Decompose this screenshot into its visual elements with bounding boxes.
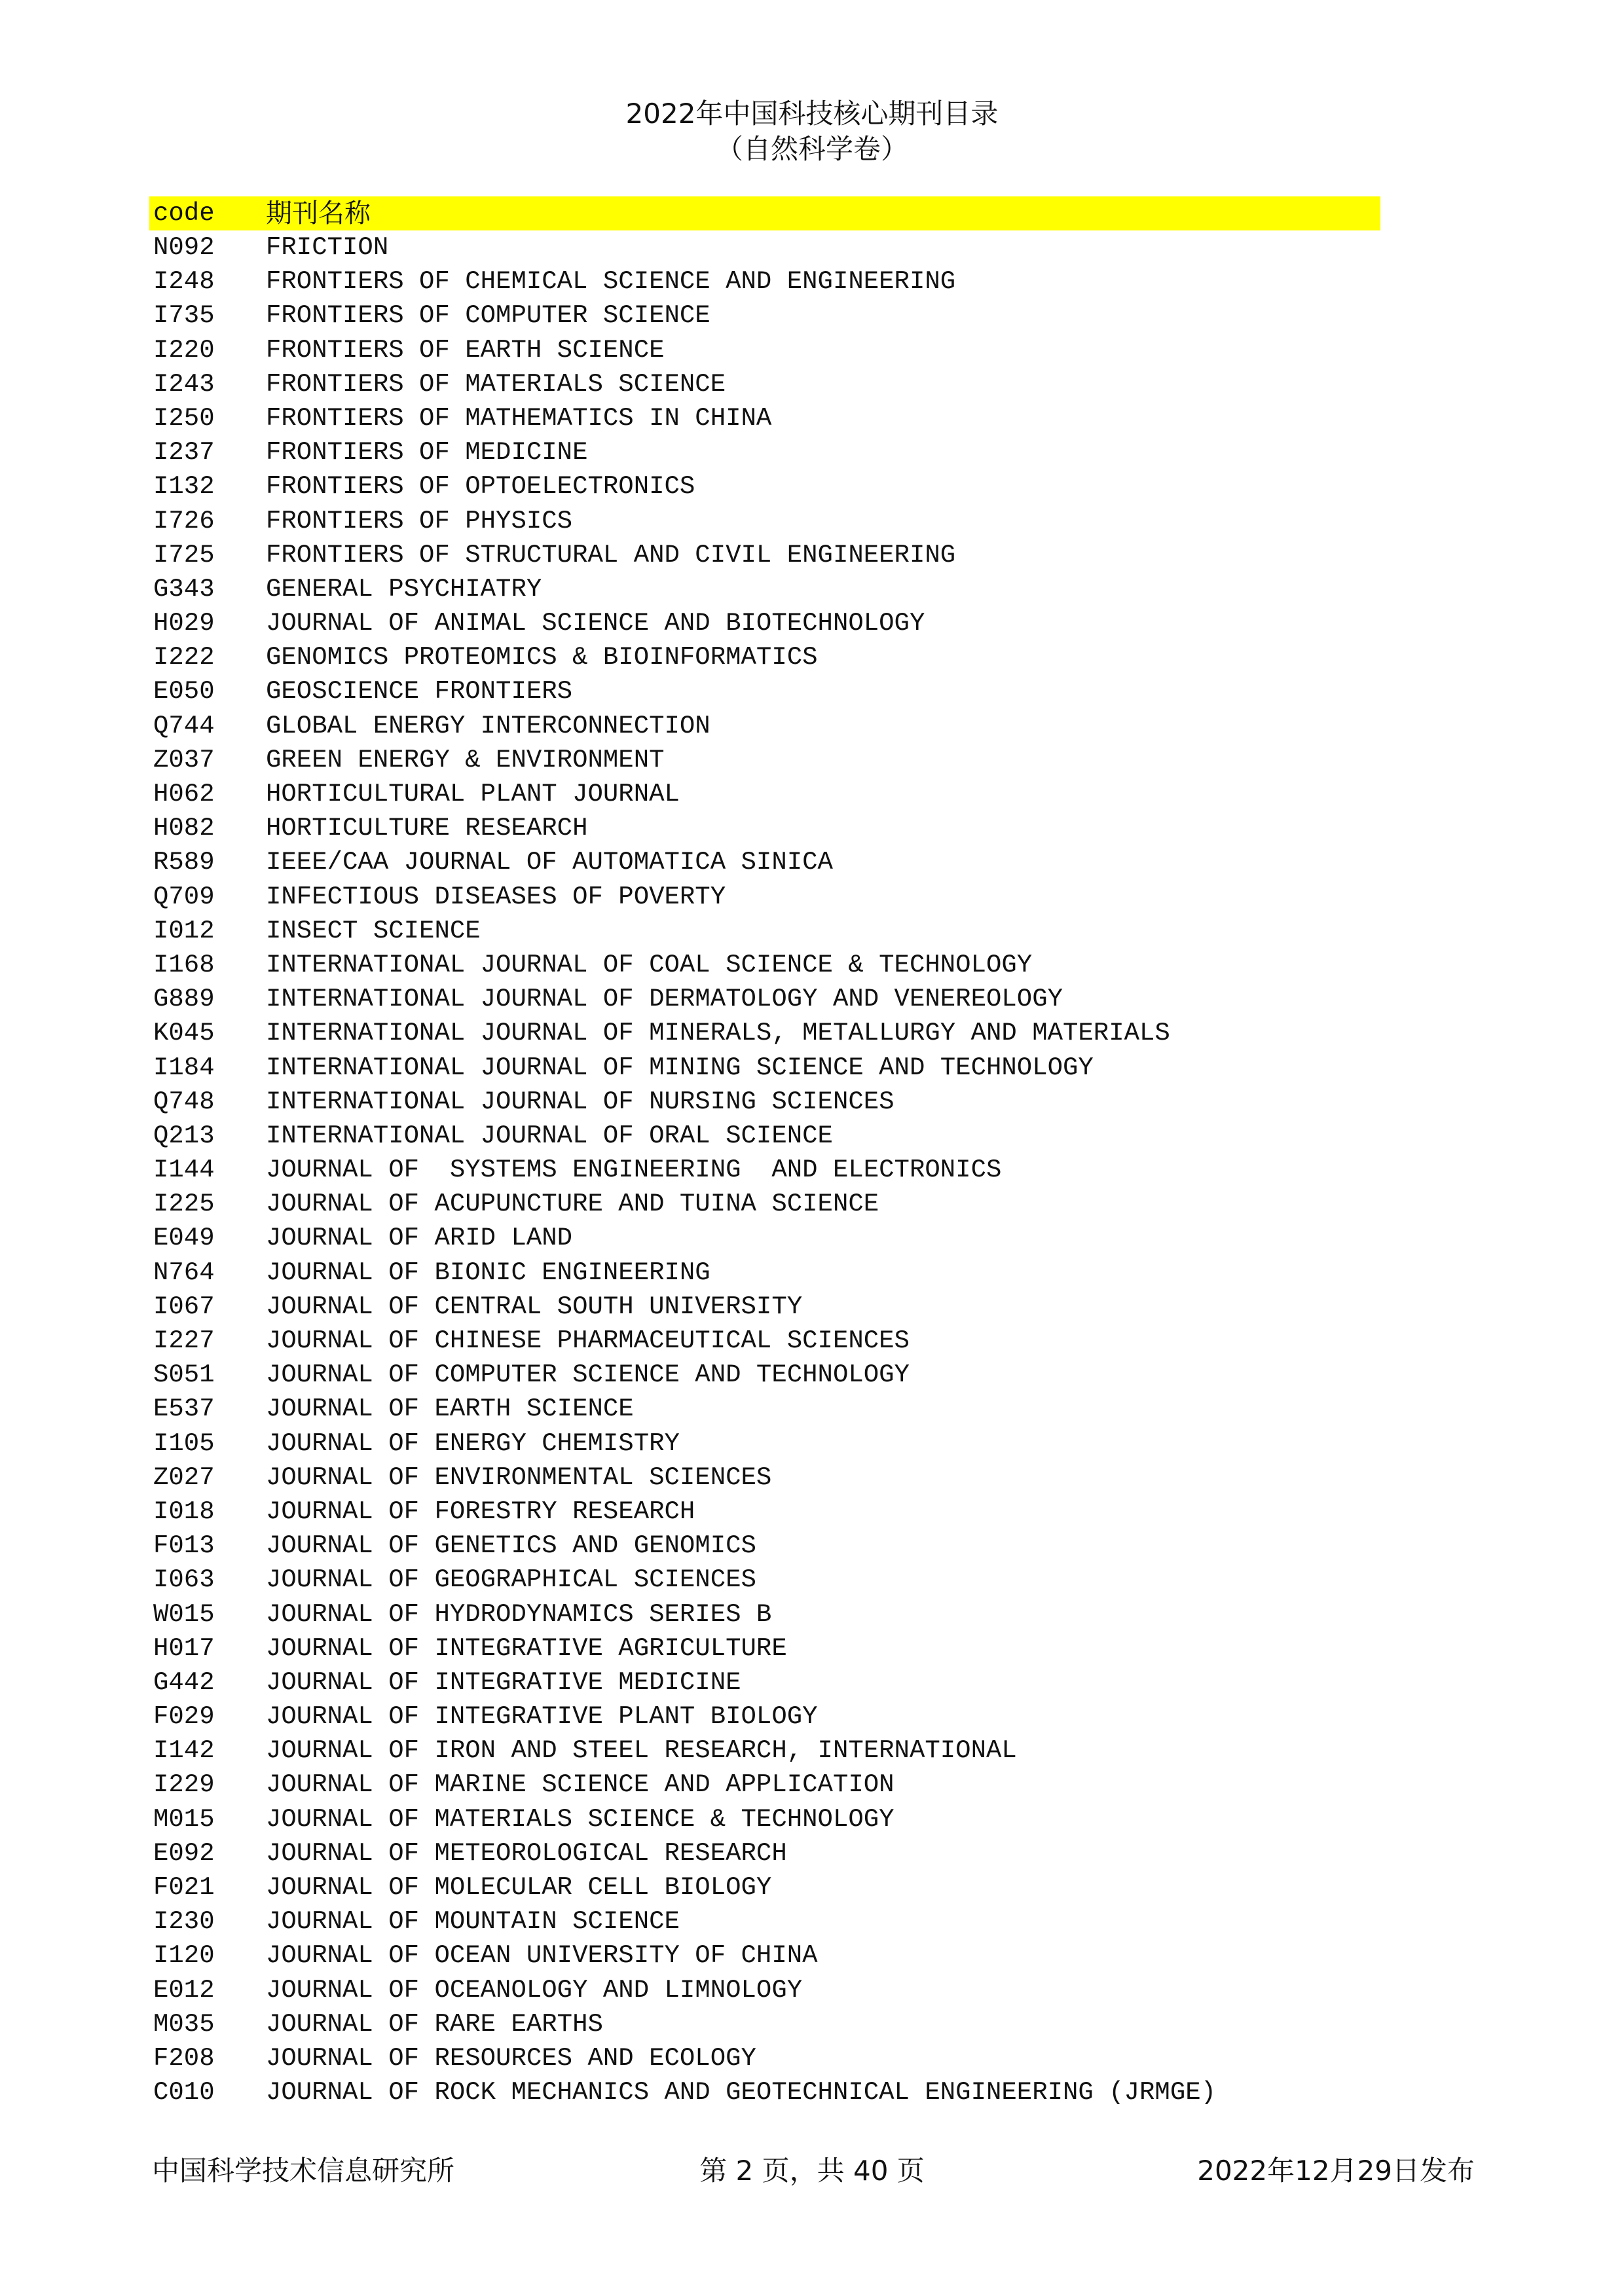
- journal-code: I229: [153, 1770, 215, 1800]
- table-row: [149, 1768, 1380, 1802]
- journal-name: FRONTIERS OF CHEMICAL SCIENCE AND ENGINEERING: [266, 267, 956, 297]
- journal-name: GENERAL PSYCHIATRY: [266, 574, 542, 604]
- journal-name: JOURNAL OF INTEGRATIVE MEDICINE: [266, 1667, 741, 1697]
- journal-code: E012: [153, 1975, 215, 2005]
- journal-name: INTERNATIONAL JOURNAL OF DERMATOLOGY AND VENEREOLOGY: [266, 985, 1063, 1014]
- table-row: [149, 299, 1380, 333]
- journal-code: I726: [153, 506, 215, 536]
- journal-code: E092: [153, 1838, 215, 1868]
- header-name: 期刊名称: [266, 198, 371, 228]
- table-body: [149, 230, 1380, 2109]
- table-row: [149, 1256, 1380, 1290]
- journal-code: Q748: [153, 1087, 215, 1116]
- journal-name: JOURNAL OF INTEGRATIVE AGRICULTURE: [266, 1633, 787, 1663]
- journal-name: INTERNATIONAL JOURNAL OF ORAL SCIENCE: [266, 1121, 833, 1150]
- journal-name: GENOMICS PROTEOMICS & BIOINFORMATICS: [266, 643, 818, 672]
- table-row: [149, 880, 1380, 914]
- journal-code: I243: [153, 369, 215, 399]
- journal-name: JOURNAL OF OCEAN UNIVERSITY OF CHINA: [266, 1941, 818, 1971]
- journal-name: FRONTIERS OF EARTH SCIENCE: [266, 335, 665, 365]
- table-row: [149, 777, 1380, 811]
- table-row: [149, 811, 1380, 845]
- table-row: [149, 538, 1380, 572]
- journal-name: JOURNAL OF FORESTRY RESEARCH: [266, 1497, 695, 1526]
- journal-name: FRONTIERS OF STRUCTURAL AND CIVIL ENGINEERING: [266, 540, 956, 570]
- table-row: [149, 1904, 1380, 1939]
- table-row: [149, 1051, 1380, 1085]
- table-row: [149, 948, 1380, 982]
- journal-name: INTERNATIONAL JOURNAL OF NURSING SCIENCES: [266, 1087, 895, 1116]
- journal-name: JOURNAL OF MATERIALS SCIENCE & TECHNOLOGY: [266, 1804, 895, 1834]
- journal-code: F029: [153, 1702, 215, 1732]
- table-row: [149, 1495, 1380, 1529]
- table-row: [149, 914, 1380, 948]
- table-row: [149, 982, 1380, 1016]
- journal-name: FRONTIERS OF MEDICINE: [266, 438, 588, 467]
- footer-publish-date: 2022年12月29日发布: [1197, 2155, 1475, 2187]
- table-row: [149, 1631, 1380, 1666]
- table-row: [149, 1085, 1380, 1119]
- page-subtitle: （自然科学卷）: [715, 133, 908, 165]
- table-row: [149, 743, 1380, 777]
- journal-code: M015: [153, 1804, 215, 1834]
- footer-organization: 中国科学技术信息研究所: [152, 2155, 455, 2187]
- journal-code: I168: [153, 950, 215, 979]
- journal-code: I018: [153, 1497, 215, 1526]
- table-row: [149, 435, 1380, 469]
- journal-name: JOURNAL OF ANIMAL SCIENCE AND BIOTECHNOLOGY: [266, 609, 925, 638]
- header-code: code: [153, 199, 215, 228]
- journal-name: JOURNAL OF MARINE SCIENCE AND APPLICATION: [266, 1770, 895, 1800]
- journal-code: I144: [153, 1156, 215, 1185]
- journal-code: W015: [153, 1599, 215, 1629]
- journal-name: JOURNAL OF EARTH SCIENCE: [266, 1394, 634, 1424]
- table-row: [149, 264, 1380, 299]
- table-row: [149, 1119, 1380, 1153]
- journal-name: INFECTIOUS DISEASES OF POVERTY: [266, 882, 726, 911]
- table-row: [149, 1870, 1380, 1904]
- journal-name: INTERNATIONAL JOURNAL OF MINERALS, METALLURGY AND MATERIALS: [266, 1019, 1170, 1048]
- journal-name: JOURNAL OF OCEANOLOGY AND LIMNOLOGY: [266, 1975, 803, 2005]
- journal-code: Z037: [153, 745, 215, 774]
- journal-name: HORTICULTURE RESEARCH: [266, 814, 588, 843]
- journal-name: JOURNAL OF CHINESE PHARMACEUTICAL SCIENCES: [266, 1326, 910, 1355]
- table-row: [149, 1392, 1380, 1426]
- table-row: [149, 640, 1380, 674]
- journal-name: IEEE/CAA JOURNAL OF AUTOMATICA SINICA: [266, 848, 833, 877]
- journal-name: FRONTIERS OF OPTOELECTRONICS: [266, 472, 695, 501]
- journal-code: H029: [153, 609, 215, 638]
- table-row: [149, 1016, 1380, 1050]
- journal-name: JOURNAL OF IRON AND STEEL RESEARCH, INTERNATIONAL: [266, 1736, 1017, 1766]
- table-row: [149, 1290, 1380, 1324]
- table-row: [149, 469, 1380, 503]
- journal-code: I250: [153, 403, 215, 433]
- journal-name: JOURNAL OF RARE EARTHS: [266, 2009, 603, 2039]
- table-row: [149, 1187, 1380, 1221]
- table-header-row: [149, 196, 1380, 230]
- journal-code: I012: [153, 916, 215, 945]
- journal-code: H062: [153, 780, 215, 809]
- journal-name: JOURNAL OF BIONIC ENGINEERING: [266, 1258, 710, 1287]
- journal-name: JOURNAL OF GEOGRAPHICAL SCIENCES: [266, 1565, 756, 1595]
- journal-name: JOURNAL OF ENVIRONMENTAL SCIENCES: [266, 1463, 772, 1492]
- table-row: [149, 1597, 1380, 1631]
- table-row: [149, 709, 1380, 743]
- table-row: [149, 230, 1380, 264]
- journal-code: R589: [153, 848, 215, 877]
- page-title: 2022年中国科技核心期刊目录: [625, 98, 999, 130]
- journal-code: I225: [153, 1190, 215, 1219]
- journal-name: FRICTION: [266, 233, 389, 262]
- journal-name: FRONTIERS OF PHYSICS: [266, 506, 573, 536]
- table-row: [149, 1666, 1380, 1700]
- table-row: [149, 1734, 1380, 1768]
- journal-code: I248: [153, 267, 215, 297]
- journal-code: I063: [153, 1565, 215, 1595]
- journal-name: JOURNAL OF ARID LAND: [266, 1224, 573, 1253]
- journal-name: JOURNAL OF METEOROLOGICAL RESEARCH: [266, 1838, 787, 1868]
- journal-name: FRONTIERS OF MATERIALS SCIENCE: [266, 369, 726, 399]
- journal-code: I120: [153, 1941, 215, 1971]
- table-row: [149, 333, 1380, 367]
- journal-code: M035: [153, 2009, 215, 2039]
- journal-name: JOURNAL OF RESOURCES AND ECOLOGY: [266, 2043, 756, 2073]
- journal-code: I184: [153, 1053, 215, 1082]
- journal-name: GLOBAL ENERGY INTERCONNECTION: [266, 711, 710, 740]
- journal-code: Q744: [153, 711, 215, 740]
- journal-table: [149, 196, 1380, 2109]
- journal-code: F021: [153, 1873, 215, 1902]
- journal-code: Q709: [153, 882, 215, 911]
- journal-name: INTERNATIONAL JOURNAL OF MINING SCIENCE AND TECHNOLOGY: [266, 1053, 1094, 1082]
- table-row: [149, 1563, 1380, 1597]
- journal-name: JOURNAL OF GENETICS AND GENOMICS: [266, 1531, 756, 1561]
- journal-code: N764: [153, 1258, 215, 1287]
- journal-name: JOURNAL OF MOLECULAR CELL BIOLOGY: [266, 1873, 772, 1902]
- journal-name: JOURNAL OF COMPUTER SCIENCE AND TECHNOLOGY: [266, 1360, 910, 1390]
- journal-code: N092: [153, 233, 215, 262]
- journal-code: G889: [153, 985, 215, 1014]
- table-row: [149, 1700, 1380, 1734]
- journal-code: G442: [153, 1667, 215, 1697]
- table-row: [149, 367, 1380, 401]
- table-row: [149, 1427, 1380, 1461]
- journal-name: INSECT SCIENCE: [266, 916, 481, 945]
- journal-code: I142: [153, 1736, 215, 1766]
- journal-name: JOURNAL OF SYSTEMS ENGINEERING AND ELECTRONICS: [266, 1156, 1002, 1185]
- journal-code: E537: [153, 1394, 215, 1424]
- journal-name: JOURNAL OF ENERGY CHEMISTRY: [266, 1429, 680, 1458]
- journal-code: I227: [153, 1326, 215, 1355]
- journal-code: I237: [153, 438, 215, 467]
- journal-name: JOURNAL OF INTEGRATIVE PLANT BIOLOGY: [266, 1702, 818, 1732]
- table-row: [149, 1358, 1380, 1392]
- journal-code: S051: [153, 1360, 215, 1390]
- footer-page-number: 第 2 页，共 40 页: [699, 2155, 925, 2187]
- journal-name: HORTICULTURAL PLANT JOURNAL: [266, 780, 680, 809]
- table-row: [149, 845, 1380, 879]
- journal-code: F013: [153, 1531, 215, 1561]
- journal-name: FRONTIERS OF COMPUTER SCIENCE: [266, 301, 710, 331]
- journal-code: I067: [153, 1292, 215, 1321]
- table-row: [149, 504, 1380, 538]
- journal-name: GREEN ENERGY & ENVIRONMENT: [266, 745, 665, 774]
- journal-name: GEOSCIENCE FRONTIERS: [266, 677, 573, 706]
- journal-name: INTERNATIONAL JOURNAL OF COAL SCIENCE & TECHNOLOGY: [266, 950, 1033, 979]
- table-row: [149, 1461, 1380, 1495]
- journal-name: JOURNAL OF CENTRAL SOUTH UNIVERSITY: [266, 1292, 803, 1321]
- journal-name: JOURNAL OF ROCK MECHANICS AND GEOTECHNICAL ENGINEERING (JRMGE): [266, 2078, 1217, 2107]
- journal-code: I220: [153, 335, 215, 365]
- journal-code: C010: [153, 2078, 215, 2107]
- journal-code: I230: [153, 1907, 215, 1937]
- journal-code: I222: [153, 643, 215, 672]
- journal-code: H017: [153, 1633, 215, 1663]
- journal-code: Z027: [153, 1463, 215, 1492]
- journal-name: JOURNAL OF HYDRODYNAMICS SERIES B: [266, 1599, 772, 1629]
- journal-code: H082: [153, 814, 215, 843]
- table-row: [149, 2007, 1380, 2041]
- table-row: [149, 2075, 1380, 2109]
- journal-code: G343: [153, 574, 215, 604]
- table-row: [149, 401, 1380, 435]
- table-row: [149, 2041, 1380, 2075]
- journal-code: I132: [153, 472, 215, 501]
- journal-code: E050: [153, 677, 215, 706]
- journal-code: K045: [153, 1019, 215, 1048]
- journal-code: Q213: [153, 1121, 215, 1150]
- journal-name: JOURNAL OF MOUNTAIN SCIENCE: [266, 1907, 680, 1937]
- table-row: [149, 1153, 1380, 1187]
- table-row: [149, 606, 1380, 640]
- table-row: [149, 1939, 1380, 1973]
- journal-code: I105: [153, 1429, 215, 1458]
- journal-code: E049: [153, 1224, 215, 1253]
- journal-code: I725: [153, 540, 215, 570]
- table-row: [149, 1324, 1380, 1358]
- table-row: [149, 572, 1380, 606]
- table-row: [149, 1221, 1380, 1255]
- table-row: [149, 1836, 1380, 1870]
- journal-code: I735: [153, 301, 215, 331]
- table-row: [149, 1802, 1380, 1836]
- journal-code: F208: [153, 2043, 215, 2073]
- journal-name: FRONTIERS OF MATHEMATICS IN CHINA: [266, 403, 772, 433]
- journal-name: JOURNAL OF ACUPUNCTURE AND TUINA SCIENCE: [266, 1190, 879, 1219]
- table-row: [149, 1529, 1380, 1563]
- table-row: [149, 1973, 1380, 2007]
- table-row: [149, 674, 1380, 708]
